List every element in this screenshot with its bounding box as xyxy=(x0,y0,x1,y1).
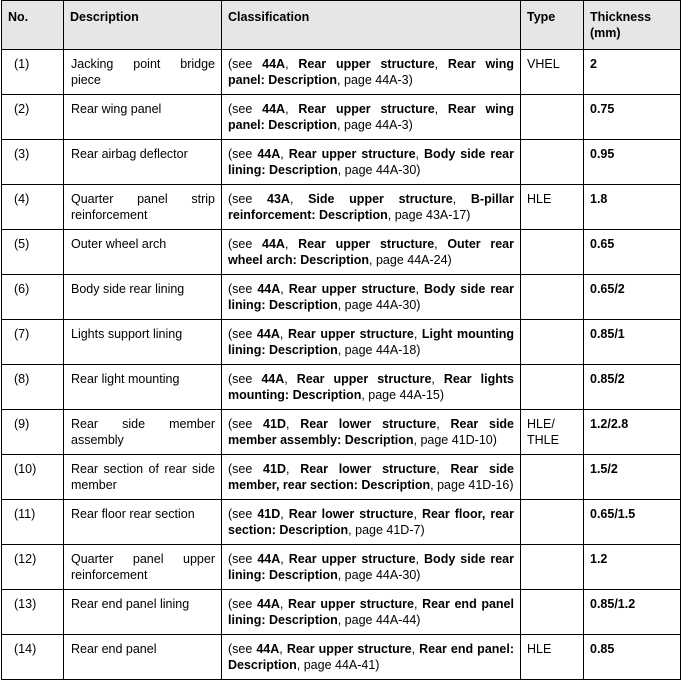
row-number: (3) xyxy=(2,140,64,185)
row-description: Outer wheel arch xyxy=(64,230,222,275)
classification-ref-bold: Rear upper structure xyxy=(296,372,432,386)
row-number: (2) xyxy=(2,95,64,140)
classification-text: , xyxy=(279,327,288,341)
row-thickness: 0.65/1.5 xyxy=(584,500,681,545)
classification-text: , xyxy=(279,597,288,611)
row-classification xyxy=(222,545,521,590)
row-description: Body side rear lining xyxy=(64,275,222,320)
classification-text: , xyxy=(280,147,289,161)
row-classification xyxy=(222,500,521,545)
classification-text: , page 43A-17) xyxy=(387,208,471,222)
classification-text: , page 44A-3) xyxy=(337,118,413,132)
row-classification xyxy=(222,635,521,680)
table-row xyxy=(2,140,681,185)
classification-text: (see xyxy=(228,597,257,611)
row-thickness: 0.75 xyxy=(584,95,681,140)
classification-text: (see xyxy=(228,417,264,431)
row-number: (9) xyxy=(2,410,64,455)
row-thickness: 1.2/2.8 xyxy=(584,410,681,455)
classification-text: , xyxy=(415,552,425,566)
classification-text: , page 41D-16) xyxy=(430,478,514,492)
row-classification xyxy=(222,455,521,500)
row-number: (10) xyxy=(2,455,64,500)
row-type xyxy=(521,230,584,275)
row-number: (5) xyxy=(2,230,64,275)
row-number: (7) xyxy=(2,320,64,365)
row-thickness: 0.65 xyxy=(584,230,681,275)
row-thickness: 0.85/1.2 xyxy=(584,590,681,635)
classification-text: (see xyxy=(228,327,257,341)
parts-table xyxy=(1,0,681,680)
classification-ref-bold: Rear upper structure xyxy=(298,102,435,116)
classification-text: , page 44A-30) xyxy=(337,568,421,582)
classification-ref-bold: Rear lower structure xyxy=(300,462,437,476)
classification-text: , page 44A-18) xyxy=(337,343,421,357)
classification-ref-bold: Rear lights mounting: Description xyxy=(228,372,514,402)
classification-ref-bold: 44A xyxy=(262,57,286,71)
classification-text: , page 44A-41) xyxy=(296,658,380,672)
row-type: HLE xyxy=(521,635,584,680)
classification-text: , xyxy=(431,372,444,386)
classification-text: , xyxy=(434,57,448,71)
classification-ref-bold: Rear upper structure xyxy=(288,552,416,566)
row-description: Quarter panel upper reinforcement xyxy=(64,545,222,590)
classification-ref-bold: Body side rear lining: Description xyxy=(228,282,514,312)
classification-text: , xyxy=(279,642,287,656)
classification-ref-bold: 44A xyxy=(257,282,281,296)
classification-ref-bold: Rear upper structure xyxy=(287,327,414,341)
classification-ref-bold: Rear side member, rear section: Description xyxy=(228,462,514,492)
header-row xyxy=(2,1,681,50)
classification-ref-bold: Body side rear lining: Description xyxy=(228,147,514,177)
row-number: (8) xyxy=(2,365,64,410)
classification-text: (see xyxy=(228,147,258,161)
table-row xyxy=(2,500,681,545)
classification-text: , page 44A-30) xyxy=(337,298,421,312)
classification-text: , xyxy=(411,642,420,656)
classification-text: , page 44A-24) xyxy=(369,253,452,267)
classification-text: , xyxy=(436,417,451,431)
row-classification xyxy=(222,95,521,140)
table-row xyxy=(2,95,681,140)
classification-ref-bold: Rear upper structure xyxy=(286,642,412,656)
row-thickness: 0.65/2 xyxy=(584,275,681,320)
row-type xyxy=(521,140,584,185)
row-thickness: 1.2 xyxy=(584,545,681,590)
classification-text: , xyxy=(452,192,471,206)
classification-text: , xyxy=(413,597,423,611)
row-thickness: 0.85/2 xyxy=(584,365,681,410)
classification-ref-bold: 44A xyxy=(256,642,280,656)
classification-ref-bold: 44A xyxy=(262,102,286,116)
row-number: (11) xyxy=(2,500,64,545)
classification-text: (see xyxy=(228,642,257,656)
classification-text: (see xyxy=(228,462,264,476)
row-thickness: 0.95 xyxy=(584,140,681,185)
row-description: Rear wing panel xyxy=(64,95,222,140)
classification-ref-bold: 41D xyxy=(263,417,286,431)
table-body xyxy=(2,50,681,680)
row-number: (4) xyxy=(2,185,64,230)
classification-ref-bold: Rear wing panel: Description xyxy=(228,57,514,87)
row-number: (6) xyxy=(2,275,64,320)
header-description: Description xyxy=(64,1,222,50)
table-row xyxy=(2,590,681,635)
classification-text: , xyxy=(285,417,301,431)
classification-ref-bold: 43A xyxy=(267,192,290,206)
classification-ref-bold: Rear upper structure xyxy=(288,597,414,611)
header-classification: Classification xyxy=(222,1,521,50)
row-classification xyxy=(222,590,521,635)
row-type xyxy=(521,275,584,320)
row-description: Lights support lining xyxy=(64,320,222,365)
row-classification xyxy=(222,50,521,95)
row-number: (12) xyxy=(2,545,64,590)
row-type: HLE xyxy=(521,185,584,230)
row-description: Rear end panel xyxy=(64,635,222,680)
table-row xyxy=(2,545,681,590)
table-row xyxy=(2,50,681,95)
classification-text: , xyxy=(415,282,425,296)
classification-text: , page 41D-10) xyxy=(413,433,497,447)
classification-text: , page 44A-30) xyxy=(337,163,421,177)
row-thickness: 2 xyxy=(584,50,681,95)
classification-ref-bold: Side upper structure xyxy=(308,192,453,206)
classification-ref-bold: Rear end panel lining: Description xyxy=(228,597,514,627)
header-thickness: Thickness (mm) xyxy=(584,1,681,50)
table-row xyxy=(2,365,681,410)
classification-ref-bold: Outer rear wheel arch: Description xyxy=(228,237,514,267)
classification-ref-bold: Rear lower structure xyxy=(288,507,414,521)
classification-text: (see xyxy=(228,57,263,71)
classification-ref-bold: Rear lower structure xyxy=(300,417,437,431)
classification-text: (see xyxy=(228,102,263,116)
row-number: (1) xyxy=(2,50,64,95)
row-type xyxy=(521,545,584,590)
classification-ref-bold: Rear floor, rear section: Description xyxy=(228,507,514,537)
classification-ref-bold: Body side rear lining: Description xyxy=(228,552,514,582)
classification-ref-bold: B-pillar reinforcement: Description xyxy=(228,192,514,222)
table-row xyxy=(2,635,681,680)
table-row xyxy=(2,320,681,365)
classification-ref-bold: 44A xyxy=(257,147,281,161)
classification-text: , xyxy=(284,237,299,251)
classification-ref-bold: Rear upper structure xyxy=(288,282,416,296)
classification-ref-bold: Rear wing panel: Description xyxy=(228,102,514,132)
classification-ref-bold: Rear upper structure xyxy=(288,147,416,161)
row-classification xyxy=(222,230,521,275)
classification-text: (see xyxy=(228,192,267,206)
classification-ref-bold: 44A xyxy=(256,597,280,611)
classification-text: , xyxy=(415,147,425,161)
row-number: (13) xyxy=(2,590,64,635)
classification-text: (see xyxy=(228,372,262,386)
row-description: Rear airbag deflector xyxy=(64,140,222,185)
classification-text: , xyxy=(436,462,451,476)
row-thickness: 1.8 xyxy=(584,185,681,230)
classification-ref-bold: Rear side member assembly: Description xyxy=(228,417,514,447)
table-row xyxy=(2,230,681,275)
table-row xyxy=(2,275,681,320)
row-type xyxy=(521,455,584,500)
row-classification xyxy=(222,365,521,410)
row-thickness: 0.85 xyxy=(584,635,681,680)
row-thickness: 0.85/1 xyxy=(584,320,681,365)
classification-text: (see xyxy=(228,552,258,566)
row-number: (14) xyxy=(2,635,64,680)
row-description: Rear side member assembly xyxy=(64,410,222,455)
row-description: Jacking point bridge piece xyxy=(64,50,222,95)
row-type: HLE/ THLE xyxy=(521,410,584,455)
classification-text: (see xyxy=(228,282,258,296)
classification-text: (see xyxy=(228,507,258,521)
classification-text: , page 44A-15) xyxy=(361,388,445,402)
classification-ref-bold: Rear upper structure xyxy=(298,57,435,71)
row-classification xyxy=(222,185,521,230)
classification-text: , xyxy=(280,507,289,521)
classification-ref-bold: 44A xyxy=(262,237,285,251)
classification-text: , xyxy=(280,552,289,566)
classification-text: , xyxy=(413,507,422,521)
header-type: Type xyxy=(521,1,584,50)
classification-ref-bold: 41D xyxy=(257,507,281,521)
classification-text: , xyxy=(285,57,299,71)
classification-text: , page 44A-3) xyxy=(337,73,413,87)
classification-ref-bold: Rear upper structure xyxy=(298,237,435,251)
row-type xyxy=(521,365,584,410)
row-description: Quarter panel strip reinforcement xyxy=(64,185,222,230)
row-type xyxy=(521,590,584,635)
classification-text: , xyxy=(284,372,297,386)
row-classification xyxy=(222,275,521,320)
row-thickness: 1.5/2 xyxy=(584,455,681,500)
classification-text: , page 44A-44) xyxy=(337,613,421,627)
classification-ref-bold: 44A xyxy=(256,327,280,341)
row-classification xyxy=(222,320,521,365)
row-type xyxy=(521,320,584,365)
classification-text: , xyxy=(289,192,309,206)
classification-text: , xyxy=(434,237,448,251)
classification-text: , xyxy=(413,327,422,341)
row-description: Rear section of rear side member xyxy=(64,455,222,500)
row-classification xyxy=(222,410,521,455)
classification-text: , xyxy=(285,102,299,116)
classification-ref-bold: Rear end panel: Description xyxy=(228,642,514,672)
row-classification xyxy=(222,140,521,185)
classification-ref-bold: 44A xyxy=(257,552,281,566)
table-row xyxy=(2,410,681,455)
classification-text: (see xyxy=(228,237,262,251)
table-row xyxy=(2,455,681,500)
table-header xyxy=(2,1,681,50)
row-type xyxy=(521,500,584,545)
row-description: Rear end panel lining xyxy=(64,590,222,635)
classification-text: , xyxy=(434,102,448,116)
classification-text: , xyxy=(280,282,289,296)
row-description: Rear light mounting xyxy=(64,365,222,410)
classification-text: , page 41D-7) xyxy=(348,523,425,537)
row-type xyxy=(521,95,584,140)
table-row xyxy=(2,185,681,230)
row-type: VHEL xyxy=(521,50,584,95)
header-no: No. xyxy=(2,1,64,50)
classification-ref-bold: 44A xyxy=(261,372,285,386)
classification-ref-bold: Light mounting lining: Description xyxy=(228,327,514,357)
row-description: Rear floor rear section xyxy=(64,500,222,545)
classification-ref-bold: 41D xyxy=(263,462,286,476)
classification-text: , xyxy=(285,462,301,476)
